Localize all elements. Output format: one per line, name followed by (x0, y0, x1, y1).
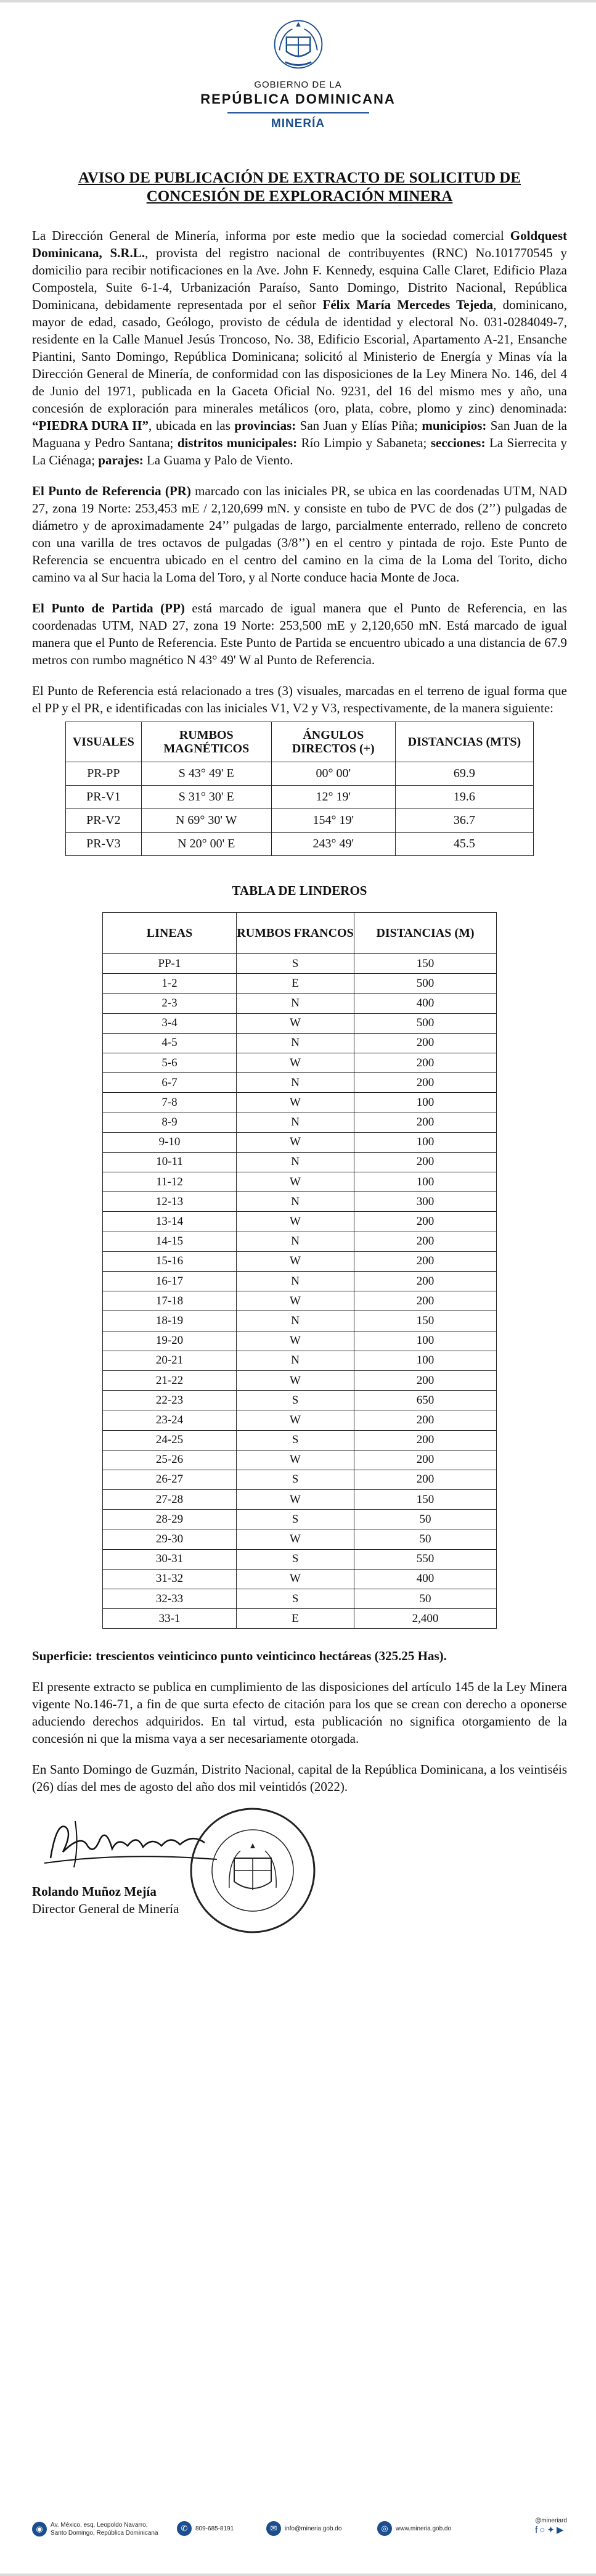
table-cell: 200 (354, 1073, 497, 1093)
reference-point-text: marcado con las iniciales PR, se ubica en las coordenadas UTM, NAD 27, zona 19 Norte: 253,453 mE / 2,120,699 mN. y consiste en tubo de PVC de dos (2’’) pulgadas de diámetro y de aproximadamente 24’’ pulgadas de largo, parcialmente enterrado, relleno de concreto con una varilla de tres octavos de pulgadas (3/8’’) en el centro y pintada de rojo. Este Punto de Referencia se encuentra ubicado en el centro del camino en la cima de la Loma del Torito, dicho camino va al Sur hacia la Loma del Toro, y al Norte conduce hacia Monte de Joca. (32, 484, 567, 585)
table-cell: 18-19 (103, 1311, 237, 1331)
address-line-2: Santo Domingo, República Dominicana (51, 2530, 158, 2537)
table-cell: E (237, 974, 354, 994)
linderos-row (103, 1033, 497, 1053)
table-cell: 00° 00' (271, 762, 395, 786)
social-handle: @mineriard (535, 2517, 567, 2524)
linderos-row (103, 1113, 497, 1132)
phone-icon: ✆ (177, 2521, 192, 2536)
starting-point-label: El Punto de Partida (PP) (32, 601, 185, 615)
linderos-row (103, 1430, 497, 1450)
table-cell: N (237, 1113, 354, 1132)
linderos-row (103, 1152, 497, 1172)
table-cell: W (237, 1013, 354, 1033)
footer-address (32, 2521, 158, 2537)
address-line-1: Av. México, esq. Leopoldo Navarro, (51, 2522, 148, 2529)
table-cell: 400 (354, 1569, 497, 1589)
places-label: parajes: (98, 453, 144, 467)
footer-social (535, 2517, 567, 2535)
social-icons[interactable] (535, 2524, 567, 2535)
linderos-row (103, 1569, 497, 1589)
table-cell: 6-7 (103, 1073, 237, 1093)
linderos-row (103, 1410, 497, 1430)
linderos-row (103, 1251, 497, 1271)
reference-point-label: El Punto de Referencia (PR) (32, 484, 191, 498)
intro-paragraph (32, 227, 567, 469)
table-cell: 11-12 (103, 1172, 237, 1192)
col-header-distancias: DISTANCIAS (MTS) (395, 722, 533, 762)
linderos-row (103, 954, 497, 974)
table-cell: 19-20 (103, 1331, 237, 1351)
table-cell: N (237, 1033, 354, 1053)
linderos-header-row (103, 913, 497, 954)
table-cell: W (237, 1370, 354, 1390)
table-cell: 200 (354, 1033, 497, 1053)
table-cell: 50 (354, 1589, 497, 1609)
table-cell: PP-1 (103, 954, 237, 974)
table-cell: 200 (354, 1053, 497, 1072)
linderos-row (103, 1192, 497, 1212)
signer-name: Rolando Muñoz Mejía (32, 1884, 157, 1899)
table-cell: 100 (354, 1172, 497, 1192)
reference-point-paragraph (32, 482, 567, 586)
visuales-table (65, 722, 534, 856)
table-cell: 200 (354, 1470, 497, 1489)
letterhead (0, 14, 596, 131)
intro-text-a: La Dirección General de Minería, informa por este medio que la sociedad comercial (32, 228, 510, 243)
table-cell: 13-14 (103, 1212, 237, 1232)
gov-big-text: REPÚBLICA DOMINICANA (200, 91, 396, 107)
phone-number: 809-685-8191 (195, 2525, 234, 2532)
table-cell: 100 (354, 1351, 497, 1370)
linderos-row (103, 1351, 497, 1370)
table-cell: W (237, 1251, 354, 1271)
page-footer (32, 2512, 567, 2549)
table-cell: 200 (354, 1410, 497, 1430)
concession-name: “PIEDRA DURA II” (32, 418, 149, 433)
table-cell: 300 (354, 1192, 497, 1212)
table-cell: S (237, 1510, 354, 1529)
linderos-row (103, 974, 497, 994)
table-cell: 12° 19' (271, 786, 395, 809)
table-cell: 27-28 (103, 1490, 237, 1510)
table-cell: N (237, 1232, 354, 1251)
table-cell: 200 (354, 1291, 497, 1311)
signature-block (32, 1809, 567, 1951)
linderos-row (103, 1013, 497, 1033)
table-cell: 14-15 (103, 1232, 237, 1251)
linderos-row (103, 1053, 497, 1072)
table-cell: N (237, 1073, 354, 1093)
table-cell: 150 (354, 1490, 497, 1510)
table-cell: 22-23 (103, 1391, 237, 1410)
table-cell: 24-25 (103, 1430, 237, 1450)
table-cell: S 43° 49' E (141, 762, 271, 786)
footer-web[interactable] (377, 2521, 451, 2536)
table-cell: S (237, 954, 354, 974)
youtube-icon[interactable]: ▶ (556, 2525, 566, 2535)
table-cell: 154° 19' (271, 809, 395, 833)
table-cell: W (237, 1053, 354, 1072)
starting-point-text: está marcado de igual manera que el Punto de Referencia, en las coordenadas UTM, NAD 27, zona 19 Norte: 253,500 mE y 2,120,650 mN. Está marcado de igual manera que el Punto de Referencia. Este Punto de Partida se encuentro ubicado a una distancia de 67.9 metros con rumbo magnético N 43° 49' W al Punto de Referencia. (32, 601, 567, 667)
linderos-row (103, 1370, 497, 1390)
intro-text-d: , ubicada en las (149, 418, 235, 433)
table-cell: W (237, 1490, 354, 1510)
linderos-row (103, 1391, 497, 1410)
table-cell: W (237, 1410, 354, 1430)
date-place-paragraph: En Santo Domingo de Guzmán, Distrito Nacional, capital de la República Dominicana, a los veintiséis (26) días del mes de agosto del año dos mil veintidós (2022). (32, 1762, 567, 1795)
table-cell: W (237, 1450, 354, 1470)
table-cell: 9-10 (103, 1132, 237, 1152)
table-cell: 550 (354, 1549, 497, 1569)
col-header-visuales: VISUALES (66, 722, 142, 762)
table-cell: W (237, 1132, 354, 1152)
document-title (32, 169, 567, 206)
table-cell: 30-31 (103, 1549, 237, 1569)
linderos-row (103, 1132, 497, 1152)
table-cell: 2-3 (103, 994, 237, 1013)
table-cell: N (237, 994, 354, 1013)
table-cell: 12-13 (103, 1192, 237, 1212)
linderos-row (103, 1232, 497, 1251)
table-cell: 100 (354, 1093, 497, 1113)
table-cell: S (237, 1470, 354, 1489)
linderos-row (103, 1450, 497, 1470)
visuales-row (66, 809, 534, 833)
linderos-row (103, 1331, 497, 1351)
location-pin-icon: ◉ (32, 2522, 47, 2537)
table-cell: N (237, 1192, 354, 1212)
table-cell: N (237, 1311, 354, 1331)
intro-text-b: , provista del registro nacional de contribuyentes (RNC) No.101770545 y domicilio para recibir notificaciones en la Ave. John F. Kennedy, esquina Calle Claret, Edificio Plaza Compostela, Suite 6-1-4, Urbanización Paraíso, Santo Domingo, Distrito Nacional, República Dominicana, debidamente representada por el señor (32, 245, 568, 312)
table-cell: 16-17 (103, 1272, 237, 1291)
header-divider (227, 112, 369, 113)
linderos-row (103, 994, 497, 1013)
table-cell: 150 (354, 1311, 497, 1331)
table-cell: S (237, 1430, 354, 1450)
table-cell: 29-30 (103, 1529, 237, 1549)
table-cell: 3-4 (103, 1013, 237, 1033)
coat-of-arms-icon (269, 14, 328, 73)
table-cell: 31-32 (103, 1569, 237, 1589)
districts-value: Río Limpio y Sabaneta; (297, 435, 431, 450)
table-cell: 1-2 (103, 974, 237, 994)
table-cell: 20-21 (103, 1351, 237, 1370)
signer-info (32, 1883, 179, 1917)
globe-icon: ◎ (377, 2521, 392, 2536)
table-cell: 500 (354, 1013, 497, 1033)
linderos-row (103, 1490, 497, 1510)
signer-role: Director General de Minería (32, 1901, 179, 1917)
table-cell: N 20° 00' E (141, 833, 271, 856)
table-cell: 10-11 (103, 1152, 237, 1172)
table-cell: N (237, 1272, 354, 1291)
provinces-value: San Juan y Elías Piña; (296, 418, 422, 433)
table-cell: 400 (354, 994, 497, 1013)
table-cell: S (237, 1391, 354, 1410)
facebook-icon[interactable]: f (535, 2525, 540, 2535)
table-cell: 100 (354, 1331, 497, 1351)
col-header-lineas: LINEAS (103, 913, 237, 954)
table-cell: N 69° 30' W (141, 809, 271, 833)
table-cell: 50 (354, 1529, 497, 1549)
visuales-row (66, 762, 534, 786)
table-cell: 21-22 (103, 1370, 237, 1390)
table-cell: 7-8 (103, 1093, 237, 1113)
table-cell: 19.6 (395, 786, 533, 809)
table-cell: 2,400 (354, 1609, 497, 1629)
col-header-angulos: ÁNGULOS DIRECTOS (+) (271, 722, 395, 762)
table-cell: W (237, 1172, 354, 1192)
table-cell: N (237, 1351, 354, 1370)
table-cell: 200 (354, 1251, 497, 1271)
instagram-icon[interactable]: ○ (539, 2525, 547, 2535)
table-cell: 15-16 (103, 1251, 237, 1271)
table-cell: 200 (354, 1370, 497, 1390)
linderos-row (103, 1470, 497, 1489)
provinces-label: provincias: (234, 418, 296, 433)
table-cell: 26-27 (103, 1470, 237, 1489)
table-cell: 50 (354, 1510, 497, 1529)
table-cell: PR-PP (66, 762, 142, 786)
table-cell: W (237, 1093, 354, 1113)
linderos-row (103, 1609, 497, 1629)
table-cell: W (237, 1291, 354, 1311)
table-cell: 150 (354, 954, 497, 974)
linderos-row (103, 1172, 497, 1192)
linderos-row (103, 1291, 497, 1311)
website-link[interactable]: www.mineria.gob.do (396, 2525, 452, 2532)
linderos-row (103, 1549, 497, 1569)
intro-text-c: , dominicano, mayor de edad, casado, Geólogo, provisto de cédula de identidad y electoral No. 031-0284049-7, residente en la Calle Manuel Jesús Troncoso, No. 38, Edificio Escorial, Apartamento A-21, Ensanche Piantini, Santo Domingo, República Dominicana; solicitó al Ministerio de Energía y Minas vía la Dirección General de Minería, de conformidad con las disposiciones de la Ley Minera No. 146, del 4 de Junio del 1971, publicada en la Gaceta Oficial No. 9231, del 16 del mismo mes y año, una concesión de exploración para minerales metálicos (oro, plata, cobre, plomo y zinc) denominada: (32, 297, 567, 416)
linderos-row (103, 1510, 497, 1529)
districts-label: distritos municipales: (177, 435, 298, 450)
table-cell: 25-26 (103, 1450, 237, 1470)
company-name: Goldquest Dominicana, S.R.L. (32, 228, 567, 260)
title-line-2: CONCESIÓN DE EXPLORACIÓN MINERA (146, 188, 453, 205)
table-cell: 8-9 (103, 1113, 237, 1132)
table-cell: 36.7 (395, 809, 533, 833)
table-cell: 23-24 (103, 1410, 237, 1430)
col-header-distancias-m: DISTANCIAS (M) (354, 913, 497, 954)
table-cell: 32-33 (103, 1589, 237, 1609)
linderos-row (103, 1311, 497, 1331)
table-cell: 100 (354, 1132, 497, 1152)
table-cell: W (237, 1529, 354, 1549)
email-address[interactable]: info@mineria.gob.do (285, 2525, 342, 2532)
municipalities-value: San Juan de la Maguana y Pedro Santana; (32, 418, 567, 450)
representative-name: Félix María Mercedes Tejeda (322, 297, 494, 312)
table-cell: 500 (354, 974, 497, 994)
table-cell: 200 (354, 1430, 497, 1450)
table-cell: 33-1 (103, 1609, 237, 1629)
ministry-name: MINERÍA (271, 117, 325, 130)
sections-label: secciones: (430, 435, 486, 450)
table-cell: E (237, 1609, 354, 1629)
publication-paragraph: El presente extracto se publica en cumplimiento de las disposiciones del artículo 145 de la Ley Minera vigente No.146-71, a fin de que surta efecto de citación para los que se crean con derecho a oponerse aduciendo derechos adquiridos. En tal virtud, esta publicación no significa otorgamiento de la concesión ni que la misma vaya a ser necesariamente otorgada. (32, 1679, 567, 1747)
table-cell: 200 (354, 1152, 497, 1172)
linderos-row (103, 1589, 497, 1609)
table-cell: PR-V2 (66, 809, 142, 833)
table-cell: 200 (354, 1450, 497, 1470)
table-cell: S (237, 1549, 354, 1569)
table-cell: N (237, 1152, 354, 1172)
table-cell: 69.9 (395, 762, 533, 786)
linderos-row (103, 1272, 497, 1291)
table-cell: 200 (354, 1212, 497, 1232)
places-value: La Guama y Palo de Viento. (143, 453, 293, 467)
table-cell: 17-18 (103, 1291, 237, 1311)
municipalities-label: municipios: (422, 418, 487, 433)
starting-point-paragraph (32, 599, 567, 669)
visuals-intro-paragraph: El Punto de Referencia está relacionado a tres (3) visuales, marcadas en el terreno de igual forma que el PP y el PR, e identificadas con las iniciales V1, V2 y V3, respectivamente, de la manera siguiente: (32, 683, 567, 715)
sections-value: La Sierrecita y La Ciénaga; (32, 435, 567, 467)
table-cell: 5-6 (103, 1053, 237, 1072)
linderos-title: TABLA DE LINDEROS (232, 883, 367, 898)
table-cell: W (237, 1212, 354, 1232)
footer-email[interactable] (266, 2521, 341, 2536)
visuales-row (66, 833, 534, 856)
linderos-row (103, 1212, 497, 1232)
document-body (32, 169, 567, 1951)
linderos-row (103, 1073, 497, 1093)
table-cell: S (237, 1589, 354, 1609)
visuales-header-row (66, 722, 534, 762)
official-seal (185, 1803, 320, 1938)
visuales-row (66, 786, 534, 809)
linderos-row (103, 1093, 497, 1113)
table-cell: 200 (354, 1113, 497, 1132)
surface-statement: Superficie: trescientos veinticinco punto veinticinco hectáreas (325.25 Has). (32, 1648, 447, 1664)
table-cell: W (237, 1569, 354, 1589)
table-cell: 28-29 (103, 1510, 237, 1529)
table-cell: 200 (354, 1272, 497, 1291)
gov-small-text: GOBIERNO DE LA (254, 80, 342, 90)
table-cell: S 31° 30' E (141, 786, 271, 809)
linderos-table (102, 912, 497, 1629)
table-cell: 45.5 (395, 833, 533, 856)
twitter-icon[interactable]: ✦ (547, 2525, 557, 2535)
title-line-1: AVISO DE PUBLICACIÓN DE EXTRACTO DE SOLICITUD DE (78, 170, 521, 186)
col-header-rumbos-francos: RUMBOS FRANCOS (237, 913, 354, 954)
col-header-rumbos: RUMBOS MAGNÉTICOS (141, 722, 271, 762)
table-cell: W (237, 1331, 354, 1351)
table-cell: 200 (354, 1232, 497, 1251)
table-cell: 243° 49' (271, 833, 395, 856)
table-cell: 650 (354, 1391, 497, 1410)
table-cell: PR-V3 (66, 833, 142, 856)
linderos-row (103, 1529, 497, 1549)
table-cell: 4-5 (103, 1033, 237, 1053)
footer-phone (177, 2521, 234, 2536)
table-cell: PR-V1 (66, 786, 142, 809)
envelope-icon: ✉ (266, 2521, 281, 2536)
